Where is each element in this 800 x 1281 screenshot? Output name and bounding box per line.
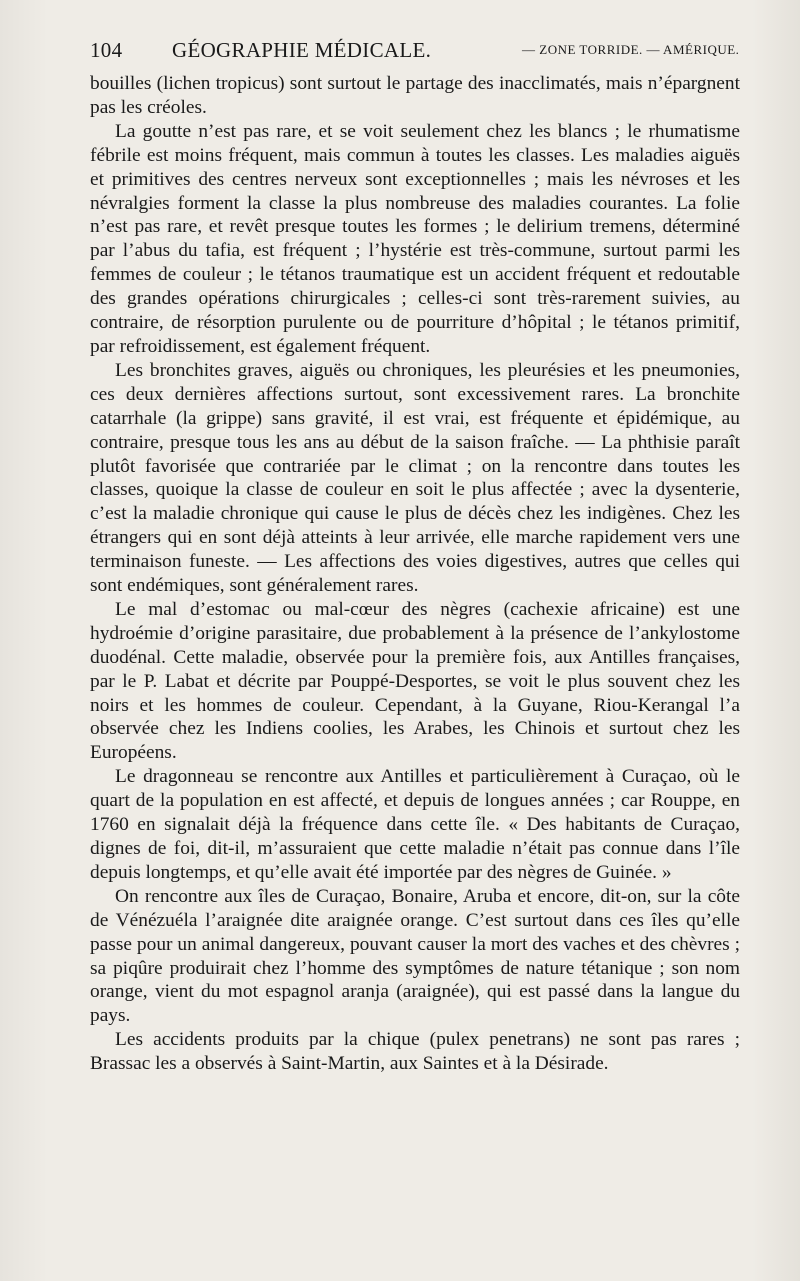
paragraph: Le dragonneau se rencontre aux Antilles et particulièrement à Curaçao, où le quart de la population en est affecté, et depuis de longues années ; car Rouppe, en 1760 en signalait déjà la fréquence dans cette île. « Des habitants de Curaçao, dignes de foi, dit-il, m’assuraient que cette maladie n’était pas connue dans l’île depuis longtemps, et qu’elle avait été importée par des nègres de Guinée. » [90,766,740,883]
paragraph: Le mal d’estomac ou mal-cœur des nègres (cachexie africaine) est une hydroémie d’origine parasitaire, due probablement à la présence de l’ankylostome duodénal. Cette maladie, observée pour la première fois, aux Antilles françaises, par le P. Labat et décrite par Pouppé-Desportes, se voit le plus souvent chez les noirs et les hommes de couleur. Cependant, à la Guyane, Riou-Kerangal l’a observée chez les Indiens coolies, les Arabes, les Chinois et surtout chez les Européens. [90,598,740,764]
paragraph: On rencontre aux îles de Curaçao, Bonaire, Aruba et encore, dit-on, sur la côte de Vénézuéla l’araignée dite araignée orange. C’est surtout dans ces îles qu’elle passe pour un animal dangereux, pouvant causer la mort des vaches et des chèvres ; sa piqûre produirait chez l’homme des symptômes de nature tétanique ; son nom orange, vient du mot espagnol aranja (araignée), qui est passé dans la langue du pays. [90,885,740,1027]
running-subtitle: — ZONE TORRIDE. — AMÉRIQUE. [522,42,740,57]
running-title: GÉOGRAPHIE MÉDICALE. [172,38,432,62]
running-header [90,38,740,68]
paragraph: Les bronchites graves, aiguës ou chroniques, les pleurésies et les pneumonies, ces deux dernières affections surtout, sont excessivement rares. La bronchite catarrhale (la grippe) sans gravité, il est vrai, est fréquente et épidémique, au contraire, presque tous les ans au début de la saison fraîche. — La phthisie paraît plutôt favorisée que contrariée par le climat ; on la rencontre dans toutes les classes, quoique la classe de couleur en soit le plus affectée ; avec la dysenterie, c’est la maladie chronique qui cause le plus de décès chez les indigènes. Chez les étrangers qui en sont déjà atteints à leur arrivée, elle marche rapidement vers une terminaison funeste. — Les affections des voies digestives, autres que celles qui sont endémiques, sont généralement rares. [90,359,740,597]
paragraph: Les accidents produits par la chique (pulex penetrans) ne sont pas rares ; Brassac les a observés à Saint-Martin, aux Saintes et à la Désirade. [90,1029,740,1075]
page-number: 104 [90,38,123,62]
body-text [90,72,740,1076]
paragraph: bouilles (lichen tropicus) sont surtout le partage des inacclimatés, mais n’épargnent pas les créoles. [90,73,740,118]
paragraph: La goutte n’est pas rare, et se voit seulement chez les blancs ; le rhumatisme fébrile est moins fréquent, mais commun à toutes les classes. Les maladies aiguës et primitives des centres nerveux sont exceptionnelles ; mais les névroses et les névralgies forment la classe la plus nombreuse des maladies courantes. La folie n’est pas rare, et revêt presque toutes les formes ; le delirium tremens, déterminé par l’abus du tafia, est fréquent ; l’hystérie est très-commune, surtout parmi les femmes de couleur ; le tétanos traumatique est un accident fréquent et redoutable des grandes opérations chirurgicales ; celles-ci sont très-rarement suivies, au contraire, de résorption purulente ou de pourriture d’hôpital ; le tétanos primitif, par refroidissement, est également fréquent. [90,120,740,357]
